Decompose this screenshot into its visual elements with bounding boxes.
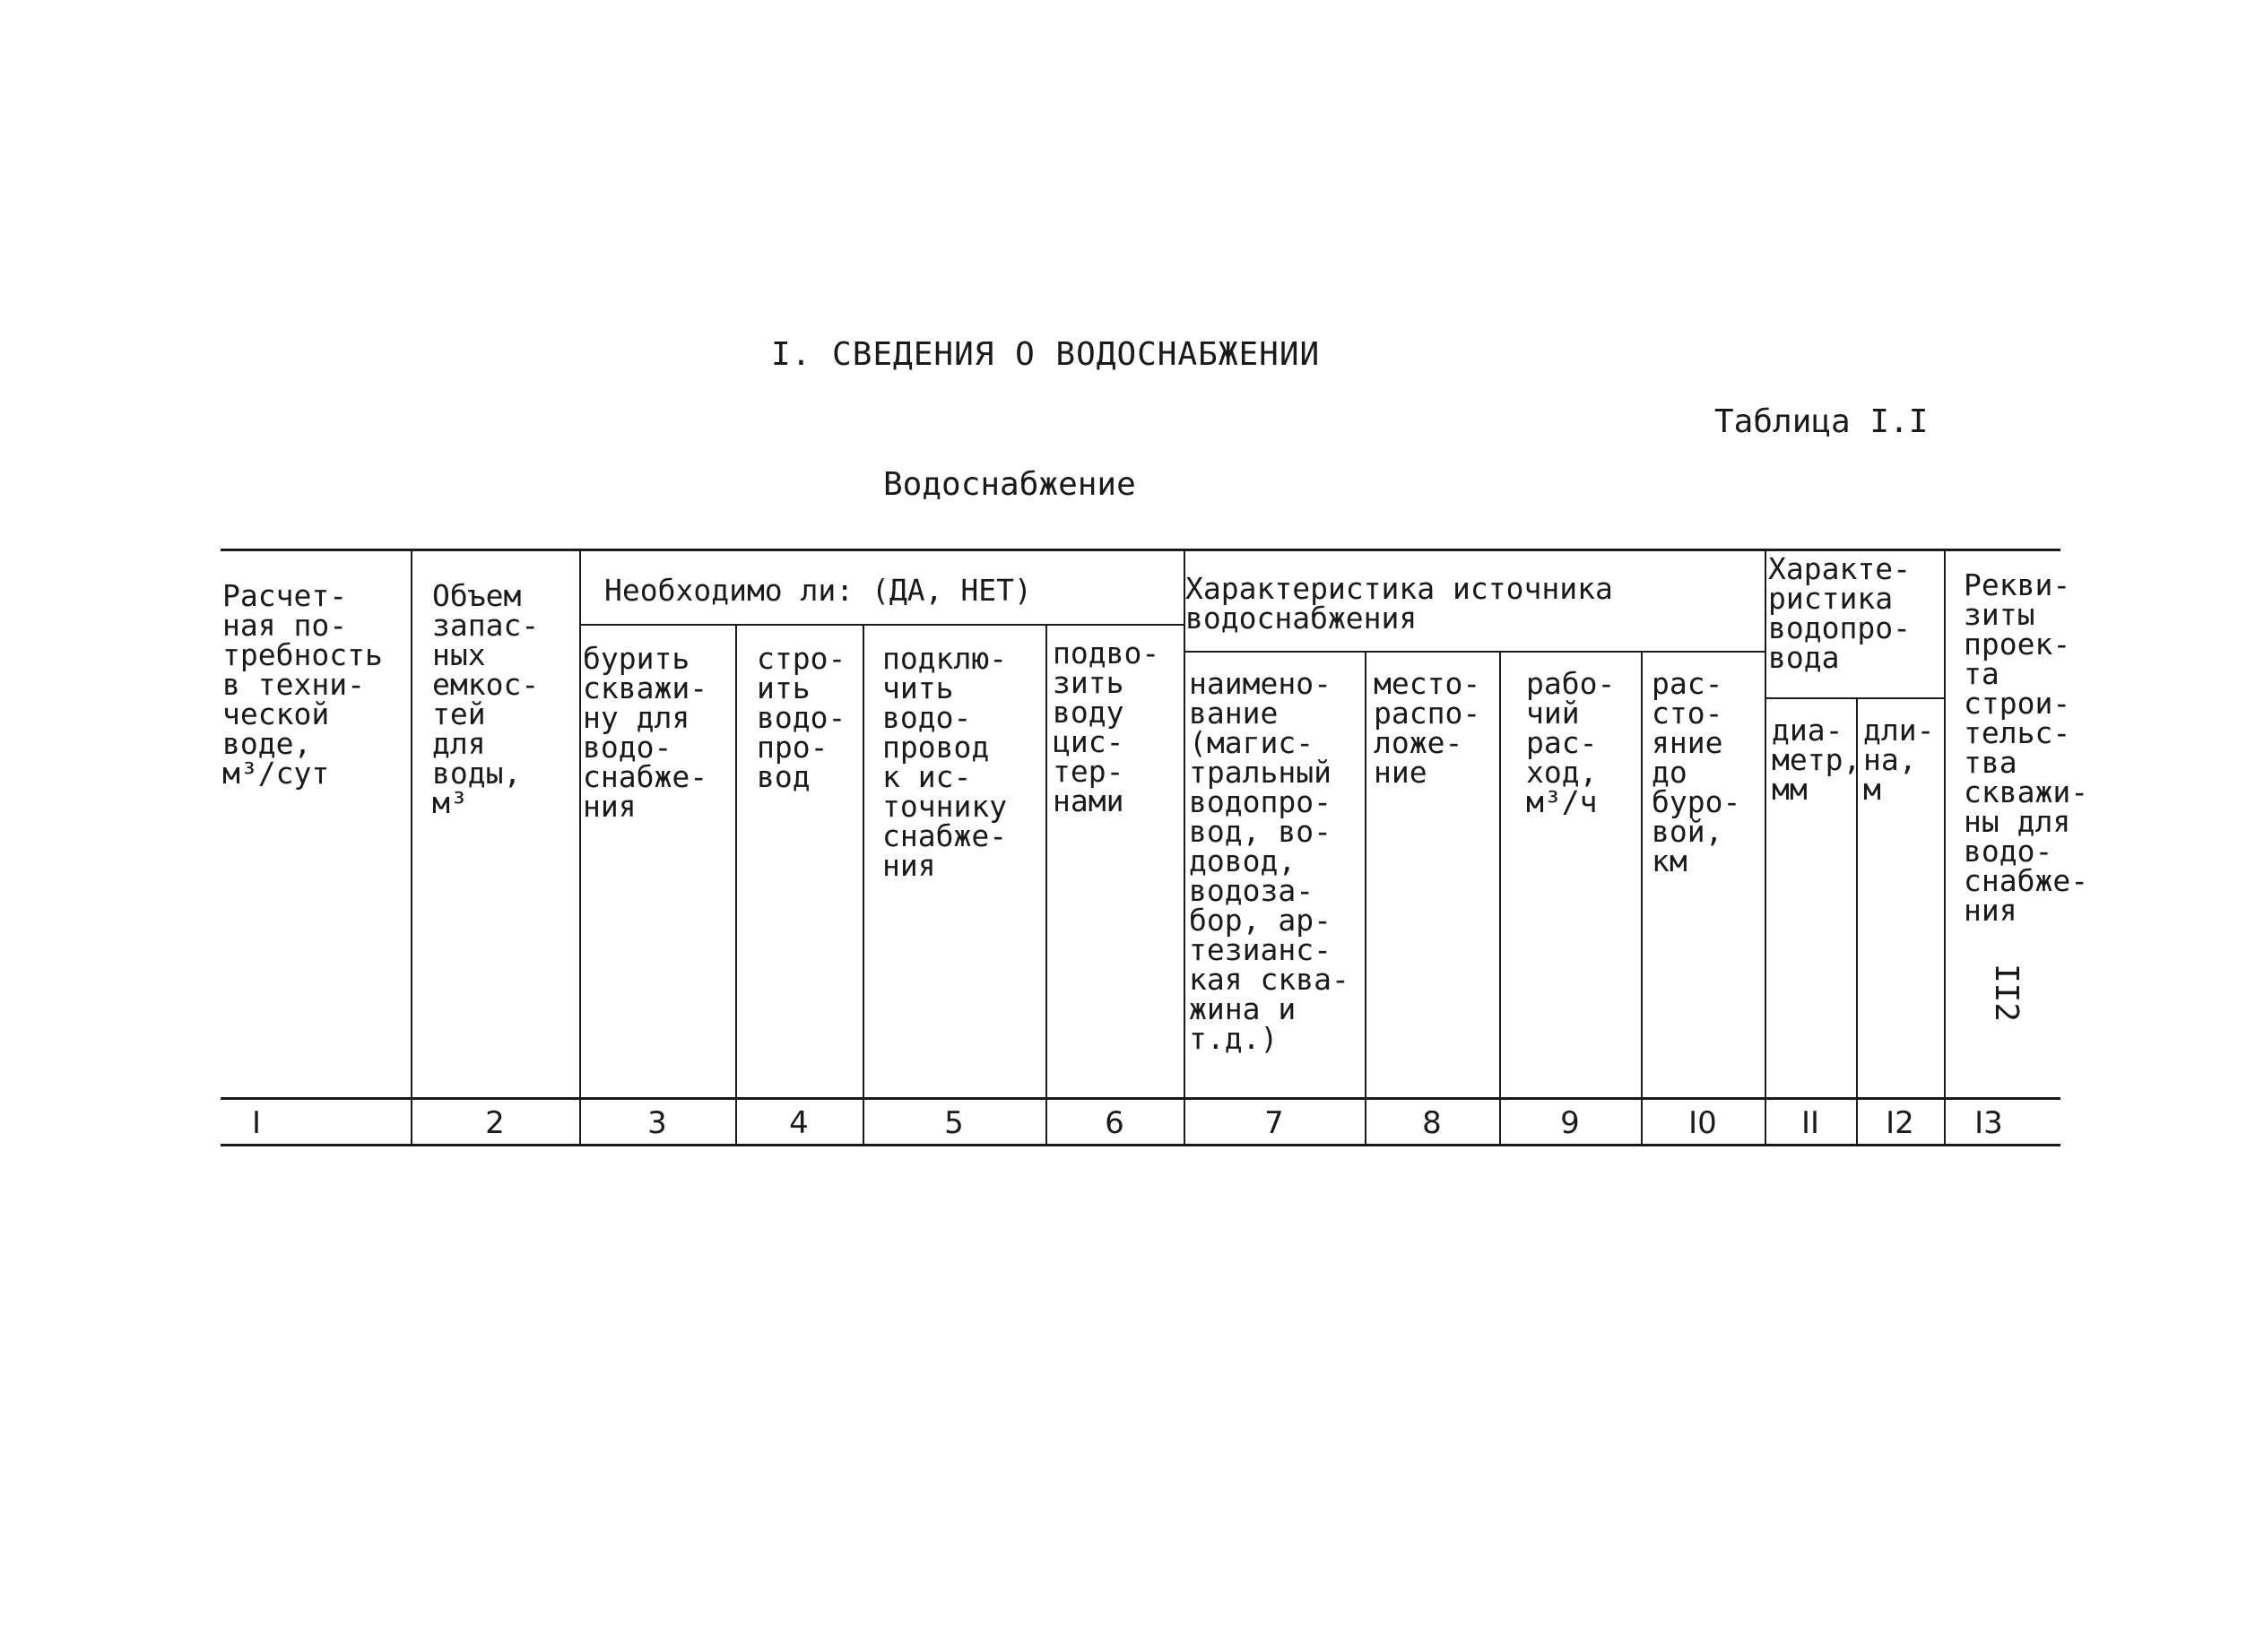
- header-source-name: наимено- вание (магис- тральный водопро- вод, во- довод, водоза- бор, ар- тезианс- кая сква- жина и т.д.): [1189, 666, 1349, 1056]
- col-divider: [1045, 624, 1047, 1144]
- water-supply-table: [221, 549, 2089, 1149]
- header-distance-to-rig: рас- сто- яние до буро- вой, км: [1652, 666, 1741, 878]
- table-bottom-rule: [221, 1144, 2060, 1146]
- col-divider: [1641, 651, 1643, 1144]
- header-source-location: место- распо- ложе- ние: [1374, 666, 1481, 790]
- col-divider: [1365, 651, 1366, 1144]
- header-group-pipeline: Характе- ристика водопро- вода: [1768, 551, 1911, 675]
- header-project-details: Рекви- зиты проек- та строи- тельс- тва скважи- ны для водо- снабже- ния: [1964, 567, 2089, 928]
- col-divider: [1184, 549, 1185, 1144]
- column-number: II: [1800, 1105, 1820, 1141]
- column-number: 3: [647, 1105, 667, 1141]
- column-number: 9: [1560, 1105, 1580, 1141]
- column-number: 2: [485, 1105, 505, 1141]
- header-group-needed: Необходимо ли: (ДА, НЕТ): [604, 573, 1032, 608]
- table-label: Таблица I.I: [1714, 403, 1929, 440]
- pipeline-group-rule: [1765, 697, 1944, 699]
- col-divider: [735, 624, 737, 1144]
- header-drill-well: бурить скважи- ну для водо- снабже- ния: [583, 641, 708, 824]
- column-number: 4: [789, 1105, 809, 1141]
- col-divider: [1944, 549, 1946, 1144]
- header-connect-pipeline: подклю- чить водо- провод к ис- точнику снабже- ния: [882, 641, 1008, 883]
- source-group-rule: [1184, 651, 1765, 653]
- col-divider: [1765, 549, 1766, 1144]
- col-divider: [411, 549, 412, 1144]
- col-divider: [579, 549, 581, 1144]
- column-number: 7: [1264, 1105, 1284, 1141]
- section-title: I. СВЕДЕНИЯ О ВОДОСНАБЖЕНИИ: [771, 336, 1321, 373]
- column-number: 8: [1422, 1105, 1442, 1141]
- header-pipe-diameter: диа- метр, мм: [1772, 713, 1861, 807]
- table-caption: Водоснабжение: [883, 466, 1136, 503]
- header-reserve-volume: Объем запас- ных емкос- тей для воды, м³: [432, 578, 540, 820]
- header-build-pipeline: стро- ить водо- про- вод: [757, 641, 846, 794]
- col-divider: [1499, 651, 1501, 1144]
- page-number: II2: [1988, 964, 2025, 1023]
- column-number: I: [251, 1105, 262, 1141]
- header-bottom-rule: [221, 1097, 2060, 1100]
- column-number: 5: [944, 1105, 964, 1141]
- column-number: I2: [1886, 1105, 1914, 1141]
- column-number: 6: [1105, 1105, 1124, 1141]
- needed-group-rule: [579, 624, 1184, 626]
- header-calculated-demand: Расчет- ная по- требность в техни- ческой воде, м³/сут: [222, 578, 383, 791]
- header-deliver-by-tanker: подво- зить воду цис- тер- нами: [1053, 636, 1160, 818]
- header-pipe-length: дли- на, м: [1863, 713, 1935, 807]
- header-working-flow: рабо- чий рас- ход, м³/ч: [1526, 666, 1616, 819]
- header-group-source: Характеристика источника водоснабжения: [1185, 571, 1613, 636]
- column-number: I3: [1974, 1105, 2003, 1141]
- col-divider: [863, 624, 864, 1144]
- column-number: I0: [1688, 1105, 1717, 1141]
